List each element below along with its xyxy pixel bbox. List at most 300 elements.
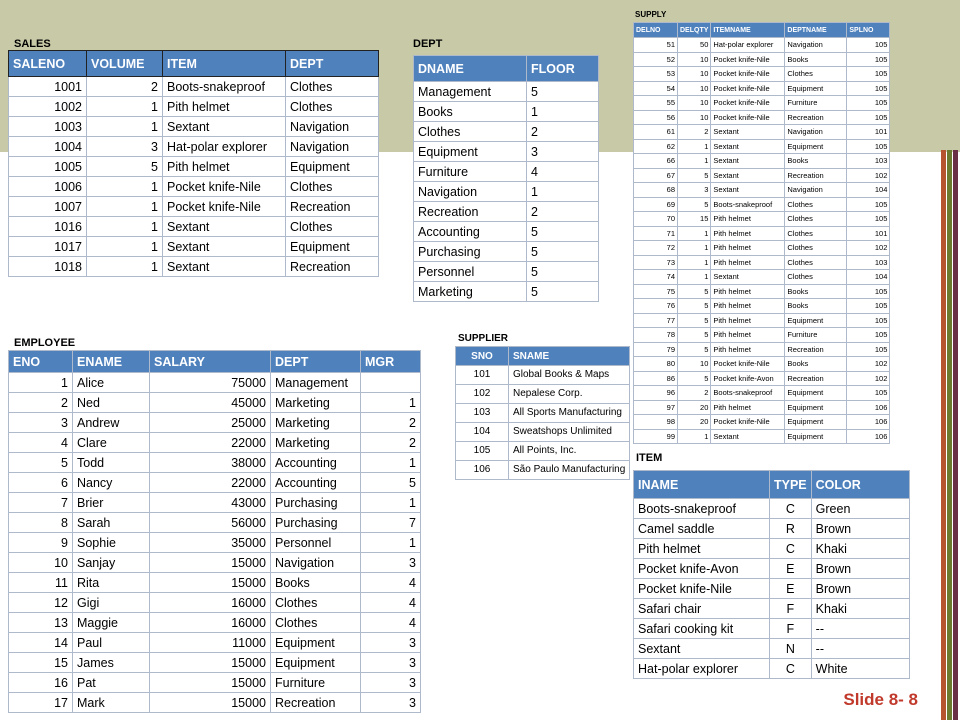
employee-cell-salary: 16000 xyxy=(150,613,271,633)
dept-header-floor: FLOOR xyxy=(527,56,599,82)
employee-cell-mgr: 2 xyxy=(361,433,421,453)
supplier-cell-sno: 105 xyxy=(456,442,509,461)
supply-cell-itemname: Pocket knife-Nile xyxy=(711,52,785,67)
supply-cell-deptname: Equipment xyxy=(785,139,847,154)
employee-cell-dept: Clothes xyxy=(271,613,361,633)
supply-cell-splno: 105 xyxy=(847,342,890,357)
supply-cell-delno: 56 xyxy=(634,110,678,125)
supply-cell-deptname: Equipment xyxy=(785,81,847,96)
table-row xyxy=(634,342,890,357)
table-row xyxy=(634,499,910,519)
dept-cell-dname: Personnel xyxy=(414,262,527,282)
sales-cell-item: Boots-snakeproof xyxy=(163,77,286,97)
sales-cell-volume: 1 xyxy=(87,217,163,237)
employee-cell-eno: 12 xyxy=(9,593,73,613)
employee-cell-salary: 45000 xyxy=(150,393,271,413)
supply-header-itemname: ITEMNAME xyxy=(711,23,785,38)
dept-cell-floor: 5 xyxy=(527,262,599,282)
sales-cell-dept: Clothes xyxy=(286,97,379,117)
table-row xyxy=(634,212,890,227)
table-row xyxy=(414,282,599,302)
supply-cell-itemname: Pocket knife-Nile xyxy=(711,96,785,111)
employee-cell-mgr: 4 xyxy=(361,613,421,633)
dept-cell-dname: Accounting xyxy=(414,222,527,242)
supply-title: SUPPLY xyxy=(635,10,667,19)
employee-cell-eno: 17 xyxy=(9,693,73,713)
item-cell-color: Brown xyxy=(811,559,909,579)
supply-cell-itemname: Pith helmet xyxy=(711,241,785,256)
supply-cell-delqty: 20 xyxy=(678,400,711,415)
supply-cell-delno: 78 xyxy=(634,328,678,343)
dept-cell-dname: Management xyxy=(414,82,527,102)
supply-cell-delqty: 1 xyxy=(678,241,711,256)
employee-cell-dept: Purchasing xyxy=(271,493,361,513)
sales-cell-volume: 3 xyxy=(87,137,163,157)
supply-cell-delno: 69 xyxy=(634,197,678,212)
employee-cell-dept: Equipment xyxy=(271,653,361,673)
sales-cell-saleno: 1001 xyxy=(9,77,87,97)
employee-cell-mgr: 4 xyxy=(361,593,421,613)
table-row xyxy=(456,385,630,404)
supply-cell-splno: 105 xyxy=(847,96,890,111)
employee-cell-eno: 10 xyxy=(9,553,73,573)
employee-cell-salary: 75000 xyxy=(150,373,271,393)
table-row xyxy=(634,519,910,539)
employee-cell-ename: Pat xyxy=(73,673,150,693)
table-row xyxy=(634,81,890,96)
item-cell-color: Brown xyxy=(811,579,909,599)
employee-cell-eno: 6 xyxy=(9,473,73,493)
table-row xyxy=(634,559,910,579)
sales-cell-item: Sextant xyxy=(163,257,286,277)
supply-cell-delqty: 10 xyxy=(678,81,711,96)
supply-cell-deptname: Navigation xyxy=(785,125,847,140)
table-row xyxy=(9,593,421,613)
supply-cell-delno: 75 xyxy=(634,284,678,299)
supply-cell-itemname: Pith helmet xyxy=(711,212,785,227)
dept-cell-dname: Navigation xyxy=(414,182,527,202)
employee-cell-mgr: 3 xyxy=(361,693,421,713)
employee-cell-salary: 38000 xyxy=(150,453,271,473)
supplier-title: SUPPLIER xyxy=(458,333,509,344)
supply-cell-delno: 62 xyxy=(634,139,678,154)
supply-cell-deptname: Clothes xyxy=(785,241,847,256)
sales-cell-dept: Recreation xyxy=(286,257,379,277)
item-header-iname: INAME xyxy=(634,471,770,499)
supply-header-delqty: DELQTY xyxy=(678,23,711,38)
dept-cell-floor: 4 xyxy=(527,162,599,182)
item-cell-color: Brown xyxy=(811,519,909,539)
sales-cell-saleno: 1018 xyxy=(9,257,87,277)
employee-cell-dept: Marketing xyxy=(271,433,361,453)
supplier-cell-sno: 101 xyxy=(456,366,509,385)
supply-cell-itemname: Pocket knife-Nile xyxy=(711,357,785,372)
supply-cell-splno: 104 xyxy=(847,183,890,198)
sales-title: SALES xyxy=(14,38,51,50)
employee-cell-salary: 35000 xyxy=(150,533,271,553)
employee-header-ename: ENAME xyxy=(73,351,150,373)
sales-cell-item: Pocket knife-Nile xyxy=(163,197,286,217)
table-row xyxy=(414,142,599,162)
table-row xyxy=(9,117,379,137)
supply-cell-delqty: 5 xyxy=(678,197,711,212)
item-cell-iname: Boots-snakeproof xyxy=(634,499,770,519)
supply-cell-itemname: Sextant xyxy=(711,168,785,183)
supply-cell-splno: 105 xyxy=(847,284,890,299)
supply-cell-deptname: Furniture xyxy=(785,328,847,343)
table-row xyxy=(456,461,630,480)
supply-cell-splno: 105 xyxy=(847,212,890,227)
supply-cell-delqty: 10 xyxy=(678,96,711,111)
employee-cell-dept: Marketing xyxy=(271,393,361,413)
supplier-cell-sname: Global Books & Maps xyxy=(509,366,630,385)
sales-cell-saleno: 1017 xyxy=(9,237,87,257)
supply-cell-splno: 105 xyxy=(847,139,890,154)
table-row xyxy=(634,168,890,183)
item-cell-type: C xyxy=(770,539,812,559)
sales-cell-volume: 1 xyxy=(87,257,163,277)
supply-cell-itemname: Pocket knife-Nile xyxy=(711,81,785,96)
supply-cell-deptname: Clothes xyxy=(785,226,847,241)
supply-cell-splno: 101 xyxy=(847,226,890,241)
supply-cell-itemname: Sextant xyxy=(711,154,785,169)
supply-cell-itemname: Pith helmet xyxy=(711,342,785,357)
employee-cell-dept: Equipment xyxy=(271,633,361,653)
sales-cell-volume: 2 xyxy=(87,77,163,97)
supply-cell-delno: 52 xyxy=(634,52,678,67)
table-row xyxy=(634,197,890,212)
supply-cell-delqty: 50 xyxy=(678,38,711,53)
sales-header-item: ITEM xyxy=(163,51,286,77)
item-cell-color: White xyxy=(811,659,909,679)
table-row xyxy=(456,366,630,385)
table-row xyxy=(634,255,890,270)
table-row xyxy=(414,82,599,102)
employee-cell-eno: 4 xyxy=(9,433,73,453)
employee-cell-mgr: 5 xyxy=(361,473,421,493)
supply-cell-itemname: Pocket knife-Avon xyxy=(711,371,785,386)
item-cell-iname: Hat-polar explorer xyxy=(634,659,770,679)
employee-cell-mgr: 1 xyxy=(361,533,421,553)
employee-cell-eno: 13 xyxy=(9,613,73,633)
supply-cell-delno: 73 xyxy=(634,255,678,270)
supplier-table xyxy=(455,346,630,480)
table-row xyxy=(634,38,890,53)
employee-cell-ename: Rita xyxy=(73,573,150,593)
dept-cell-floor: 2 xyxy=(527,202,599,222)
employee-cell-mgr: 3 xyxy=(361,673,421,693)
item-cell-type: R xyxy=(770,519,812,539)
supply-cell-splno: 101 xyxy=(847,125,890,140)
table-row xyxy=(9,573,421,593)
sales-cell-dept: Recreation xyxy=(286,197,379,217)
table-row xyxy=(634,539,910,559)
supply-cell-deptname: Clothes xyxy=(785,212,847,227)
table-row xyxy=(634,599,910,619)
employee-cell-salary: 22000 xyxy=(150,473,271,493)
sales-cell-item: Hat-polar explorer xyxy=(163,137,286,157)
employee-table xyxy=(8,350,421,713)
employee-cell-eno: 11 xyxy=(9,573,73,593)
employee-cell-salary: 16000 xyxy=(150,593,271,613)
supply-cell-delqty: 2 xyxy=(678,386,711,401)
employee-header-eno: ENO xyxy=(9,351,73,373)
supply-cell-itemname: Pith helmet xyxy=(711,299,785,314)
accent-stripe-1 xyxy=(941,150,946,720)
supply-cell-itemname: Hat-polar explorer xyxy=(711,38,785,53)
employee-cell-ename: Mark xyxy=(73,693,150,713)
employee-cell-ename: Alice xyxy=(73,373,150,393)
sales-header-saleno: SALENO xyxy=(9,51,87,77)
supply-cell-deptname: Furniture xyxy=(785,96,847,111)
sales-cell-item: Sextant xyxy=(163,217,286,237)
item-title: ITEM xyxy=(636,452,663,464)
supply-cell-deptname: Equipment xyxy=(785,400,847,415)
employee-cell-dept: Marketing xyxy=(271,413,361,433)
employee-cell-ename: Sarah xyxy=(73,513,150,533)
supply-cell-delno: 54 xyxy=(634,81,678,96)
supply-cell-delqty: 1 xyxy=(678,139,711,154)
employee-cell-eno: 16 xyxy=(9,673,73,693)
sales-cell-dept: Equipment xyxy=(286,237,379,257)
item-cell-type: N xyxy=(770,639,812,659)
dept-cell-dname: Clothes xyxy=(414,122,527,142)
supply-cell-deptname: Recreation xyxy=(785,168,847,183)
employee-cell-mgr: 1 xyxy=(361,393,421,413)
supply-cell-delqty: 1 xyxy=(678,154,711,169)
table-row xyxy=(634,357,890,372)
table-row xyxy=(9,177,379,197)
supply-cell-delqty: 10 xyxy=(678,52,711,67)
employee-cell-dept: Purchasing xyxy=(271,513,361,533)
table-row xyxy=(414,242,599,262)
table-row xyxy=(634,284,890,299)
supply-cell-delqty: 5 xyxy=(678,328,711,343)
supply-cell-splno: 106 xyxy=(847,415,890,430)
table-row xyxy=(634,313,890,328)
sales-cell-volume: 1 xyxy=(87,117,163,137)
supply-cell-splno: 102 xyxy=(847,371,890,386)
supply-cell-delno: 71 xyxy=(634,226,678,241)
employee-cell-mgr: 4 xyxy=(361,573,421,593)
supply-cell-delno: 77 xyxy=(634,313,678,328)
item-cell-color: Green xyxy=(811,499,909,519)
employee-cell-mgr: 3 xyxy=(361,553,421,573)
table-row xyxy=(414,102,599,122)
employee-header-salary: SALARY xyxy=(150,351,271,373)
employee-cell-mgr: 3 xyxy=(361,633,421,653)
dept-cell-dname: Books xyxy=(414,102,527,122)
dept-cell-floor: 2 xyxy=(527,122,599,142)
supply-cell-splno: 105 xyxy=(847,328,890,343)
supply-cell-deptname: Books xyxy=(785,154,847,169)
sales-table xyxy=(8,50,379,277)
sales-cell-dept: Equipment xyxy=(286,157,379,177)
employee-cell-eno: 8 xyxy=(9,513,73,533)
table-row xyxy=(634,96,890,111)
supply-cell-delno: 51 xyxy=(634,38,678,53)
supply-cell-splno: 105 xyxy=(847,386,890,401)
table-row xyxy=(634,110,890,125)
item-header-type: TYPE xyxy=(770,471,812,499)
supplier-header-sno: SNO xyxy=(456,347,509,366)
supply-cell-splno: 106 xyxy=(847,429,890,444)
sales-cell-dept: Navigation xyxy=(286,137,379,157)
dept-cell-floor: 5 xyxy=(527,222,599,242)
sales-cell-saleno: 1002 xyxy=(9,97,87,117)
employee-cell-ename: Sophie xyxy=(73,533,150,553)
supply-cell-deptname: Books xyxy=(785,284,847,299)
supplier-cell-sno: 104 xyxy=(456,423,509,442)
dept-cell-floor: 5 xyxy=(527,282,599,302)
table-row xyxy=(634,400,890,415)
sales-cell-volume: 1 xyxy=(87,197,163,217)
supply-cell-deptname: Recreation xyxy=(785,371,847,386)
supply-cell-itemname: Sextant xyxy=(711,125,785,140)
slide-number: Slide 8- 8 xyxy=(843,690,918,709)
dept-cell-floor: 1 xyxy=(527,182,599,202)
table-row xyxy=(414,202,599,222)
supply-cell-delno: 98 xyxy=(634,415,678,430)
item-cell-type: F xyxy=(770,599,812,619)
supply-cell-deptname: Clothes xyxy=(785,270,847,285)
supply-cell-deptname: Books xyxy=(785,299,847,314)
supply-cell-itemname: Pith helmet xyxy=(711,284,785,299)
table-row xyxy=(9,633,421,653)
supply-cell-delqty: 1 xyxy=(678,270,711,285)
table-row xyxy=(634,659,910,679)
sales-cell-item: Pith helmet xyxy=(163,157,286,177)
employee-cell-eno: 5 xyxy=(9,453,73,473)
employee-cell-salary: 43000 xyxy=(150,493,271,513)
table-row xyxy=(634,429,890,444)
table-row xyxy=(9,533,421,553)
supply-cell-delqty: 5 xyxy=(678,284,711,299)
supply-cell-delno: 76 xyxy=(634,299,678,314)
sales-cell-item: Pith helmet xyxy=(163,97,286,117)
dept-cell-floor: 1 xyxy=(527,102,599,122)
supply-cell-itemname: Pocket knife-Nile xyxy=(711,415,785,430)
supply-cell-splno: 105 xyxy=(847,197,890,212)
supply-header-splno: SPLNO xyxy=(847,23,890,38)
supply-cell-splno: 103 xyxy=(847,154,890,169)
dept-table xyxy=(413,55,599,302)
supply-cell-delno: 79 xyxy=(634,342,678,357)
table-row xyxy=(456,404,630,423)
supply-cell-splno: 104 xyxy=(847,270,890,285)
item-cell-iname: Safari cooking kit xyxy=(634,619,770,639)
supply-table xyxy=(633,22,890,444)
supply-cell-itemname: Sextant xyxy=(711,183,785,198)
supplier-cell-sno: 103 xyxy=(456,404,509,423)
supply-cell-itemname: Sextant xyxy=(711,139,785,154)
supply-cell-delqty: 1 xyxy=(678,226,711,241)
dept-cell-dname: Purchasing xyxy=(414,242,527,262)
table-row xyxy=(634,67,890,82)
supply-cell-delqty: 20 xyxy=(678,415,711,430)
employee-cell-dept: Navigation xyxy=(271,553,361,573)
table-row xyxy=(9,473,421,493)
supplier-cell-sno: 102 xyxy=(456,385,509,404)
table-row xyxy=(9,693,421,713)
employee-cell-salary: 15000 xyxy=(150,673,271,693)
table-row xyxy=(9,157,379,177)
supply-cell-itemname: Pith helmet xyxy=(711,226,785,241)
supply-cell-splno: 102 xyxy=(847,168,890,183)
sales-cell-saleno: 1004 xyxy=(9,137,87,157)
table-row xyxy=(9,513,421,533)
employee-cell-salary: 22000 xyxy=(150,433,271,453)
item-cell-color: Khaki xyxy=(811,539,909,559)
table-row xyxy=(634,328,890,343)
table-row xyxy=(634,226,890,241)
sales-cell-item: Sextant xyxy=(163,237,286,257)
table-row xyxy=(9,393,421,413)
dept-cell-dname: Marketing xyxy=(414,282,527,302)
supply-cell-deptname: Books xyxy=(785,357,847,372)
item-cell-iname: Pocket knife-Nile xyxy=(634,579,770,599)
item-cell-color: Khaki xyxy=(811,599,909,619)
table-row xyxy=(9,257,379,277)
table-row xyxy=(9,237,379,257)
supply-cell-deptname: Recreation xyxy=(785,110,847,125)
supply-cell-deptname: Equipment xyxy=(785,429,847,444)
supplier-cell-sno: 106 xyxy=(456,461,509,480)
supply-cell-delqty: 15 xyxy=(678,212,711,227)
supply-cell-deptname: Clothes xyxy=(785,67,847,82)
table-row xyxy=(9,613,421,633)
table-row xyxy=(634,183,890,198)
employee-cell-ename: Brier xyxy=(73,493,150,513)
supply-cell-delno: 61 xyxy=(634,125,678,140)
supply-header-delno: DELNO xyxy=(634,23,678,38)
table-row xyxy=(414,222,599,242)
supply-cell-deptname: Equipment xyxy=(785,386,847,401)
table-row xyxy=(634,386,890,401)
employee-cell-salary: 15000 xyxy=(150,553,271,573)
table-row xyxy=(414,262,599,282)
table-row xyxy=(9,453,421,473)
table-row xyxy=(456,442,630,461)
table-row xyxy=(9,137,379,157)
table-row xyxy=(9,197,379,217)
supply-cell-itemname: Pocket knife-Nile xyxy=(711,110,785,125)
item-cell-iname: Safari chair xyxy=(634,599,770,619)
supply-cell-delno: 68 xyxy=(634,183,678,198)
supplier-cell-sname: Sweatshops Unlimited xyxy=(509,423,630,442)
supply-cell-delno: 53 xyxy=(634,67,678,82)
supply-cell-delqty: 5 xyxy=(678,299,711,314)
dept-cell-floor: 5 xyxy=(527,242,599,262)
sales-cell-saleno: 1003 xyxy=(9,117,87,137)
supply-cell-deptname: Navigation xyxy=(785,183,847,198)
employee-cell-dept: Furniture xyxy=(271,673,361,693)
employee-header-dept: DEPT xyxy=(271,351,361,373)
table-row xyxy=(634,154,890,169)
supply-cell-delno: 96 xyxy=(634,386,678,401)
sales-cell-dept: Clothes xyxy=(286,77,379,97)
item-cell-type: F xyxy=(770,619,812,639)
supply-cell-delno: 67 xyxy=(634,168,678,183)
supply-cell-splno: 105 xyxy=(847,299,890,314)
supply-cell-delno: 74 xyxy=(634,270,678,285)
table-row xyxy=(634,579,910,599)
supply-cell-itemname: Pith helmet xyxy=(711,328,785,343)
supply-cell-deptname: Clothes xyxy=(785,255,847,270)
sales-cell-dept: Clothes xyxy=(286,177,379,197)
supply-cell-delqty: 3 xyxy=(678,183,711,198)
item-cell-iname: Sextant xyxy=(634,639,770,659)
